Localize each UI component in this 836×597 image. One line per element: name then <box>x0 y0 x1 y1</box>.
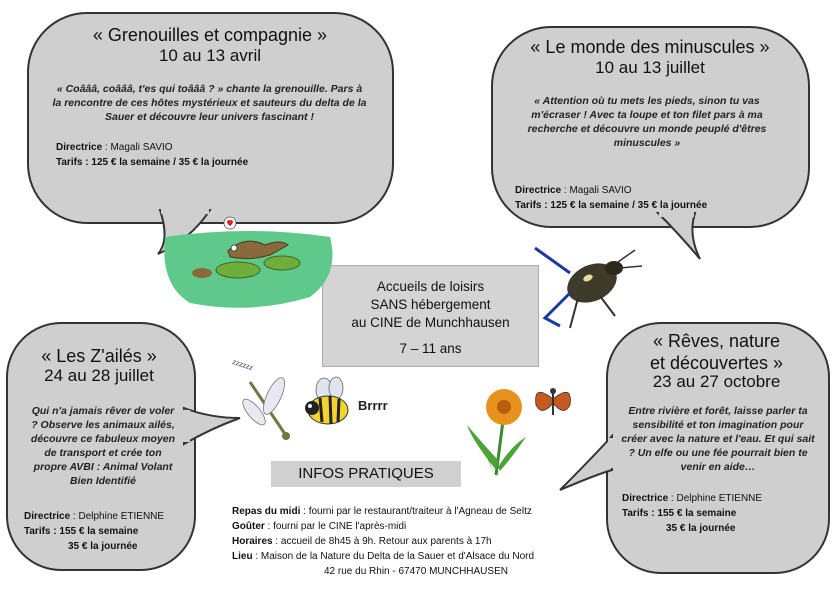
center-line1: Accueils de loisirs <box>376 279 485 294</box>
tarifs-label: Tarifs <box>515 200 542 211</box>
bubble-title: « Les Z'ailés » <box>41 346 157 366</box>
dragonfly-sound: zzzzzz <box>231 358 254 373</box>
bubble-info <box>56 140 248 170</box>
tarifs-label: Tarifs <box>622 508 649 519</box>
bubble-tail <box>560 430 620 500</box>
tarifs-value: : 125 € la semaine / 35 € la journée <box>544 200 708 211</box>
title-line1: « Rêves, nature <box>652 331 781 351</box>
bee-sound: Brrrr <box>358 398 388 413</box>
bubble-info <box>622 491 762 536</box>
pond-frog-illustration <box>160 215 340 315</box>
bubble-description: « Attention où tu mets les pieds, sinon tu vas m'écraser ! Avec ta loupe et ton filet pars à ma recherche et découvre un monde peuplé d'êtres minuscules » <box>527 95 767 149</box>
director-label: Directrice <box>515 185 562 196</box>
director-label: Directrice <box>56 142 103 153</box>
center-box <box>322 265 539 367</box>
bubble-description: Entre rivière et forêt, laisse parler ta sensibilité et ton imagination pour créer avec la nature et l'eau. Et qui sait ? Un elfe ou une fée pourrait bien te venir en aide… <box>621 405 815 473</box>
info-gouter <box>232 520 406 534</box>
director-name: : Delphine ETIENNE <box>72 511 165 522</box>
tarifs-label: Tarifs <box>24 526 51 537</box>
director-label: Directrice <box>622 493 669 504</box>
title-line2: et découvertes » <box>649 353 784 373</box>
center-line3-pre: au <box>351 315 371 330</box>
director-name: : Magali SAVIO <box>563 185 632 196</box>
bubble-dates: 10 au 13 avril <box>158 46 262 65</box>
info-repas <box>232 505 532 519</box>
gouter-label: Goûter <box>232 521 265 532</box>
repas-label: Repas du midi <box>232 506 301 517</box>
center-ages: 7 – 11 ans <box>399 341 462 356</box>
center-line3 <box>323 314 538 332</box>
repas-value: : fourni par le restaurant/traiteur à l'Agneau de Seltz <box>300 506 532 517</box>
bubble-dates: 10 au 13 juillet <box>595 58 705 77</box>
lieu-value: : Maison de la Nature du Delta de la Sauer et d'Alsace du Nord <box>252 551 535 562</box>
flower-illustration <box>462 385 532 480</box>
bubble-info <box>24 509 164 554</box>
info-horaires <box>232 535 492 549</box>
bubble-title <box>614 330 819 374</box>
director-name: : Delphine ETIENNE <box>670 493 763 504</box>
bubble-info <box>515 183 707 213</box>
tarifs-value-day: 35 € la journée <box>68 541 138 552</box>
tarifs-value: : 125 € la semaine / 35 € la journée <box>85 157 249 168</box>
dragonfly-illustration <box>230 372 310 452</box>
director-name: : Magali SAVIO <box>104 142 173 153</box>
infos-title: INFOS PRATIQUES <box>271 461 461 487</box>
beetle-illustration <box>530 238 650 333</box>
director-label: Directrice <box>24 511 71 522</box>
tarifs-value: : 155 € la semaine <box>53 526 139 537</box>
bubble-title: « Grenouilles et compagnie » <box>92 25 328 45</box>
horaires-label: Horaires <box>232 536 273 547</box>
bubble-dates: 23 au 27 octobre <box>652 372 781 391</box>
center-line2: SANS hébergement <box>370 297 491 312</box>
center-line3-cine: CINE <box>370 315 403 330</box>
bubble-title: « Le monde des minuscules » <box>530 37 770 57</box>
bubble-dates: 24 au 28 juillet <box>44 366 154 385</box>
fairy-illustration <box>528 375 578 425</box>
horaires-value: : accueil de 8h45 à 9h. Retour aux parents à 17h <box>272 536 492 547</box>
tarifs-value-day: 35 € la journée <box>666 523 736 534</box>
bee-illustration <box>300 372 360 432</box>
bubble-description: Qui n'a jamais rêver de voler ? Observe les animaux ailés, découvre ce fabuleux moyen de transport et crée ton propre AVBI : Animal Volant Bien Identifié <box>30 405 176 487</box>
info-lieu-address: 42 rue du Rhin - 67470 MUNCHHAUSEN <box>324 566 508 577</box>
bubble-tail <box>650 205 720 265</box>
gouter-value: : fourni par le CINE l'après-midi <box>264 521 407 532</box>
lieu-label: Lieu <box>232 551 253 562</box>
center-line3-post: de Munchhausen <box>402 315 510 330</box>
tarifs-label: Tarifs <box>56 157 83 168</box>
tarifs-value: : 155 € la semaine <box>651 508 737 519</box>
bubble-description: « Coâââ, coâââ, t'es qui toâââ ? » chante la grenouille. Pars à la rencontre de ces hôtes mystérieux et sauteurs du delta de la Sauer et découvre leur univers fascinant ! <box>52 83 367 123</box>
info-lieu <box>232 550 534 564</box>
